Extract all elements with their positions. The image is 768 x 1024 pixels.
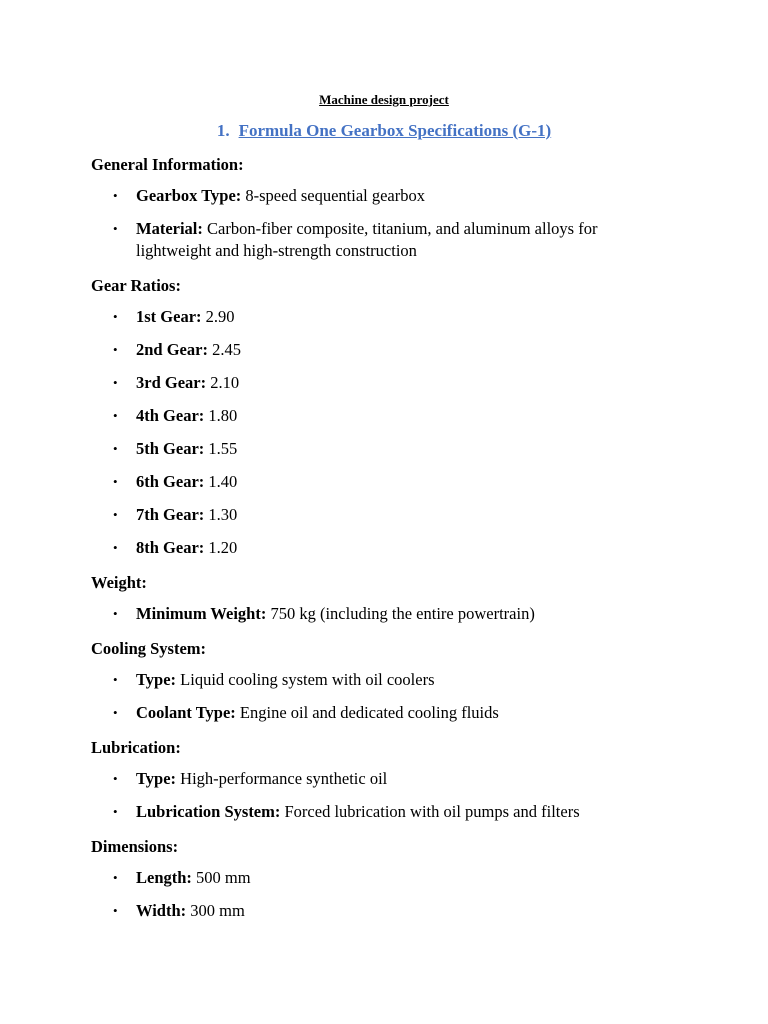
- spec-list: [91, 768, 651, 823]
- item-label: Type:: [136, 670, 177, 689]
- bullet-icon: •: [113, 375, 118, 390]
- spec-list: [91, 669, 651, 724]
- list-item: [91, 669, 651, 691]
- item-label: Width:: [136, 901, 187, 920]
- item-value: 750 kg (including the entire powertrain): [270, 604, 535, 623]
- item-value: Liquid cooling system with oil coolers: [180, 670, 435, 689]
- section-heading: Cooling System:: [91, 639, 207, 658]
- list-item: [91, 471, 651, 493]
- list-item: [91, 768, 651, 790]
- list-item: [91, 504, 651, 526]
- item-value: 8-speed sequential gearbox: [245, 186, 425, 205]
- item-value: 1.80: [208, 406, 238, 425]
- heading-number: 1.: [216, 121, 230, 140]
- bullet-icon: •: [113, 221, 118, 236]
- item-label: 4th Gear:: [136, 406, 205, 425]
- section-heading: Weight:: [91, 573, 147, 592]
- bullet-icon: •: [113, 441, 118, 456]
- item-label: Lubrication System:: [136, 802, 281, 821]
- list-item: [91, 867, 651, 889]
- bullet-icon: •: [113, 870, 118, 885]
- item-label: 6th Gear:: [136, 472, 205, 491]
- bullet-icon: •: [113, 705, 118, 720]
- bullet-icon: •: [113, 672, 118, 687]
- main-heading: [0, 121, 768, 141]
- bullet-icon: •: [113, 474, 118, 489]
- item-label: Coolant Type:: [136, 703, 236, 722]
- section-gear-ratios: [91, 273, 651, 559]
- bullet-icon: •: [113, 771, 118, 786]
- item-value: 2.90: [205, 307, 235, 326]
- section-lubrication: [91, 735, 651, 823]
- item-value: 300 mm: [190, 901, 245, 920]
- item-value: 1.30: [208, 505, 238, 524]
- bullet-icon: •: [113, 342, 118, 357]
- item-label: 7th Gear:: [136, 505, 205, 524]
- item-value: Engine oil and dedicated cooling fluids: [239, 703, 499, 722]
- item-value: 500 mm: [196, 868, 251, 887]
- item-label: 2nd Gear:: [136, 340, 208, 359]
- item-value: 1.55: [208, 439, 238, 458]
- list-item: [91, 185, 651, 207]
- list-item: [91, 306, 651, 328]
- list-item: [91, 438, 651, 460]
- item-label: Type:: [136, 769, 177, 788]
- item-value: Forced lubrication with oil pumps and filters: [284, 802, 580, 821]
- section-heading: Lubrication:: [91, 738, 181, 757]
- item-label: Gearbox Type:: [136, 186, 242, 205]
- list-item: [91, 405, 651, 427]
- bullet-icon: •: [113, 606, 118, 621]
- item-value: 1.40: [208, 472, 238, 491]
- list-item: [91, 900, 651, 922]
- section-heading: Gear Ratios:: [91, 276, 181, 295]
- list-item: [91, 537, 651, 559]
- document-title: Machine design project: [319, 92, 449, 107]
- item-value: 1.20: [208, 538, 238, 557]
- bullet-icon: •: [113, 540, 118, 555]
- item-value: High-performance synthetic oil: [180, 769, 388, 788]
- bullet-icon: •: [113, 804, 118, 819]
- item-value: 2.45: [212, 340, 241, 359]
- bullet-icon: •: [113, 408, 118, 423]
- section-general-information: [91, 152, 651, 262]
- bullet-icon: •: [113, 903, 118, 918]
- spec-list: [91, 867, 651, 922]
- list-item: [91, 801, 651, 823]
- item-label: 8th Gear:: [136, 538, 205, 557]
- spec-list: [91, 185, 651, 262]
- section-heading: General Information:: [91, 155, 244, 174]
- item-label: Material:: [136, 219, 203, 238]
- section-heading: Dimensions:: [91, 837, 179, 856]
- item-label: 5th Gear:: [136, 439, 205, 458]
- item-label: 3rd Gear:: [136, 373, 207, 392]
- section-cooling-system: [91, 636, 651, 724]
- bullet-icon: •: [113, 188, 118, 203]
- list-item: [91, 603, 651, 625]
- item-value: Carbon-fiber composite, titanium, and aluminum alloys for lightweight and high-strength construction: [136, 219, 598, 260]
- list-item: [91, 702, 651, 724]
- spec-content: [91, 152, 651, 933]
- bullet-icon: •: [113, 309, 118, 324]
- bullet-icon: •: [113, 507, 118, 522]
- item-label: Minimum Weight:: [136, 604, 267, 623]
- section-dimensions: [91, 834, 651, 922]
- heading-link[interactable]: Formula One Gearbox Specifications (G-1): [238, 121, 552, 140]
- item-label: 1st Gear:: [136, 307, 202, 326]
- section-weight: [91, 570, 651, 625]
- spec-list: [91, 603, 651, 625]
- item-label: Length:: [136, 868, 192, 887]
- list-item: [91, 339, 651, 361]
- item-value: 2.10: [210, 373, 240, 392]
- list-item: [91, 218, 651, 262]
- list-item: [91, 372, 651, 394]
- spec-list: [91, 306, 651, 559]
